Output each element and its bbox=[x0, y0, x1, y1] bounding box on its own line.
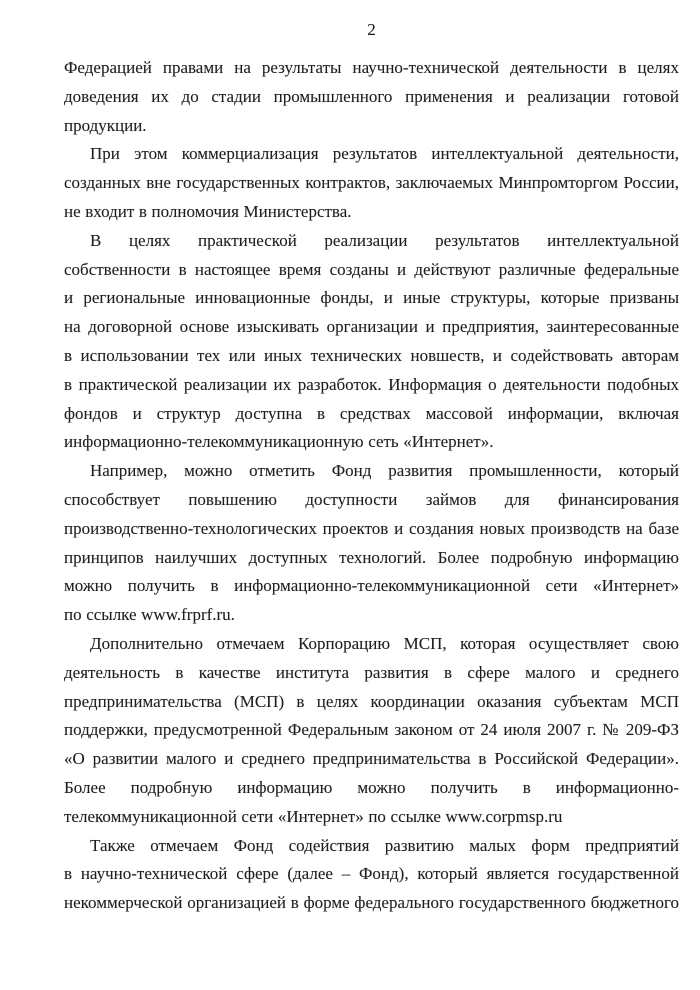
paragraph bbox=[64, 832, 679, 918]
text-line: созданных вне государственных контрактов, заключаемых Минпромторгом России, bbox=[64, 173, 679, 193]
paragraph bbox=[64, 54, 679, 140]
text-line: в научно-технической сфере (далее – Фонд), который является государственной bbox=[64, 864, 679, 884]
text-line: на договорной основе изыскивать организации и предприятия, заинтересованные bbox=[64, 317, 679, 337]
text-line: Федерацией правами на результаты научно-технической деятельности в целях bbox=[64, 58, 679, 77]
text-line: продукции. bbox=[64, 115, 147, 135]
text-line: производственно-технологических проектов и создания новых производств на базе bbox=[64, 518, 679, 538]
text-line: деятельность в качестве института развития в сфере малого и среднего bbox=[64, 662, 679, 682]
text-line: в практической реализации их разработок. Информация о деятельности подобных bbox=[64, 374, 679, 394]
text-line: не входит в полномочия Министерства. bbox=[64, 201, 352, 221]
text-line: принципов наилучших доступных технологий. Более подробную информацию bbox=[64, 547, 679, 567]
text-line: предпринимательства (МСП) в целях координации оказания субъектам МСП bbox=[64, 691, 679, 711]
text-line: поддержки, предусмотренной Федеральным законом от 24 июля 2007 г. № 209-ФЗ bbox=[64, 720, 679, 740]
text-block bbox=[64, 54, 679, 918]
text-line: доведения их до стадии промышленного применения и реализации готовой bbox=[64, 86, 679, 106]
text-line: способствует повышению доступности займов для финансирования bbox=[64, 489, 679, 509]
text-line: Например, можно отметить Фонд развития промышленности, который bbox=[90, 461, 679, 481]
text-line: «О развитии малого и среднего предпринимательства в Российской Федерации». bbox=[64, 749, 679, 769]
text-line: по ссылке www.frprf.ru. bbox=[64, 605, 235, 625]
text-line: в использовании тех или иных технических новшеств, и содействовать авторам bbox=[64, 345, 679, 365]
text-line: Также отмечаем Фонд содействия развитию малых форм предприятий bbox=[90, 835, 679, 855]
text-line: некоммерческой организацией в форме федерального государственного бюджетного bbox=[64, 893, 679, 913]
text-line: информационно-телекоммуникационную сеть «Интернет». bbox=[64, 432, 494, 452]
text-line: Более подробную информацию можно получить в информационно- bbox=[64, 777, 679, 797]
text-line: При этом коммерциализация результатов интеллектуальной деятельности, bbox=[90, 144, 679, 164]
paragraph bbox=[64, 227, 679, 457]
text-line: В целях практической реализации результатов интеллектуальной bbox=[90, 230, 679, 250]
text-line: можно получить в информационно-телекоммуникационной сети «Интернет» bbox=[64, 576, 679, 596]
paragraph bbox=[64, 457, 679, 630]
text-line: фондов и структур доступна в средствах массовой информации, включая bbox=[64, 403, 679, 423]
text-line: телекоммуникационной сети «Интернет» по ссылке www.corpmsp.ru bbox=[64, 806, 563, 826]
text-line: собственности в настоящее время созданы и действуют различные федеральные bbox=[64, 259, 679, 279]
text-line: и региональные инновационные фонды, и иные структуры, которые призваны bbox=[64, 288, 679, 308]
page-number: 2 bbox=[367, 20, 376, 39]
text-line: Дополнительно отмечаем Корпорацию МСП, которая осуществляет свою bbox=[90, 633, 679, 653]
paragraph bbox=[64, 140, 679, 226]
paragraph bbox=[64, 630, 679, 832]
